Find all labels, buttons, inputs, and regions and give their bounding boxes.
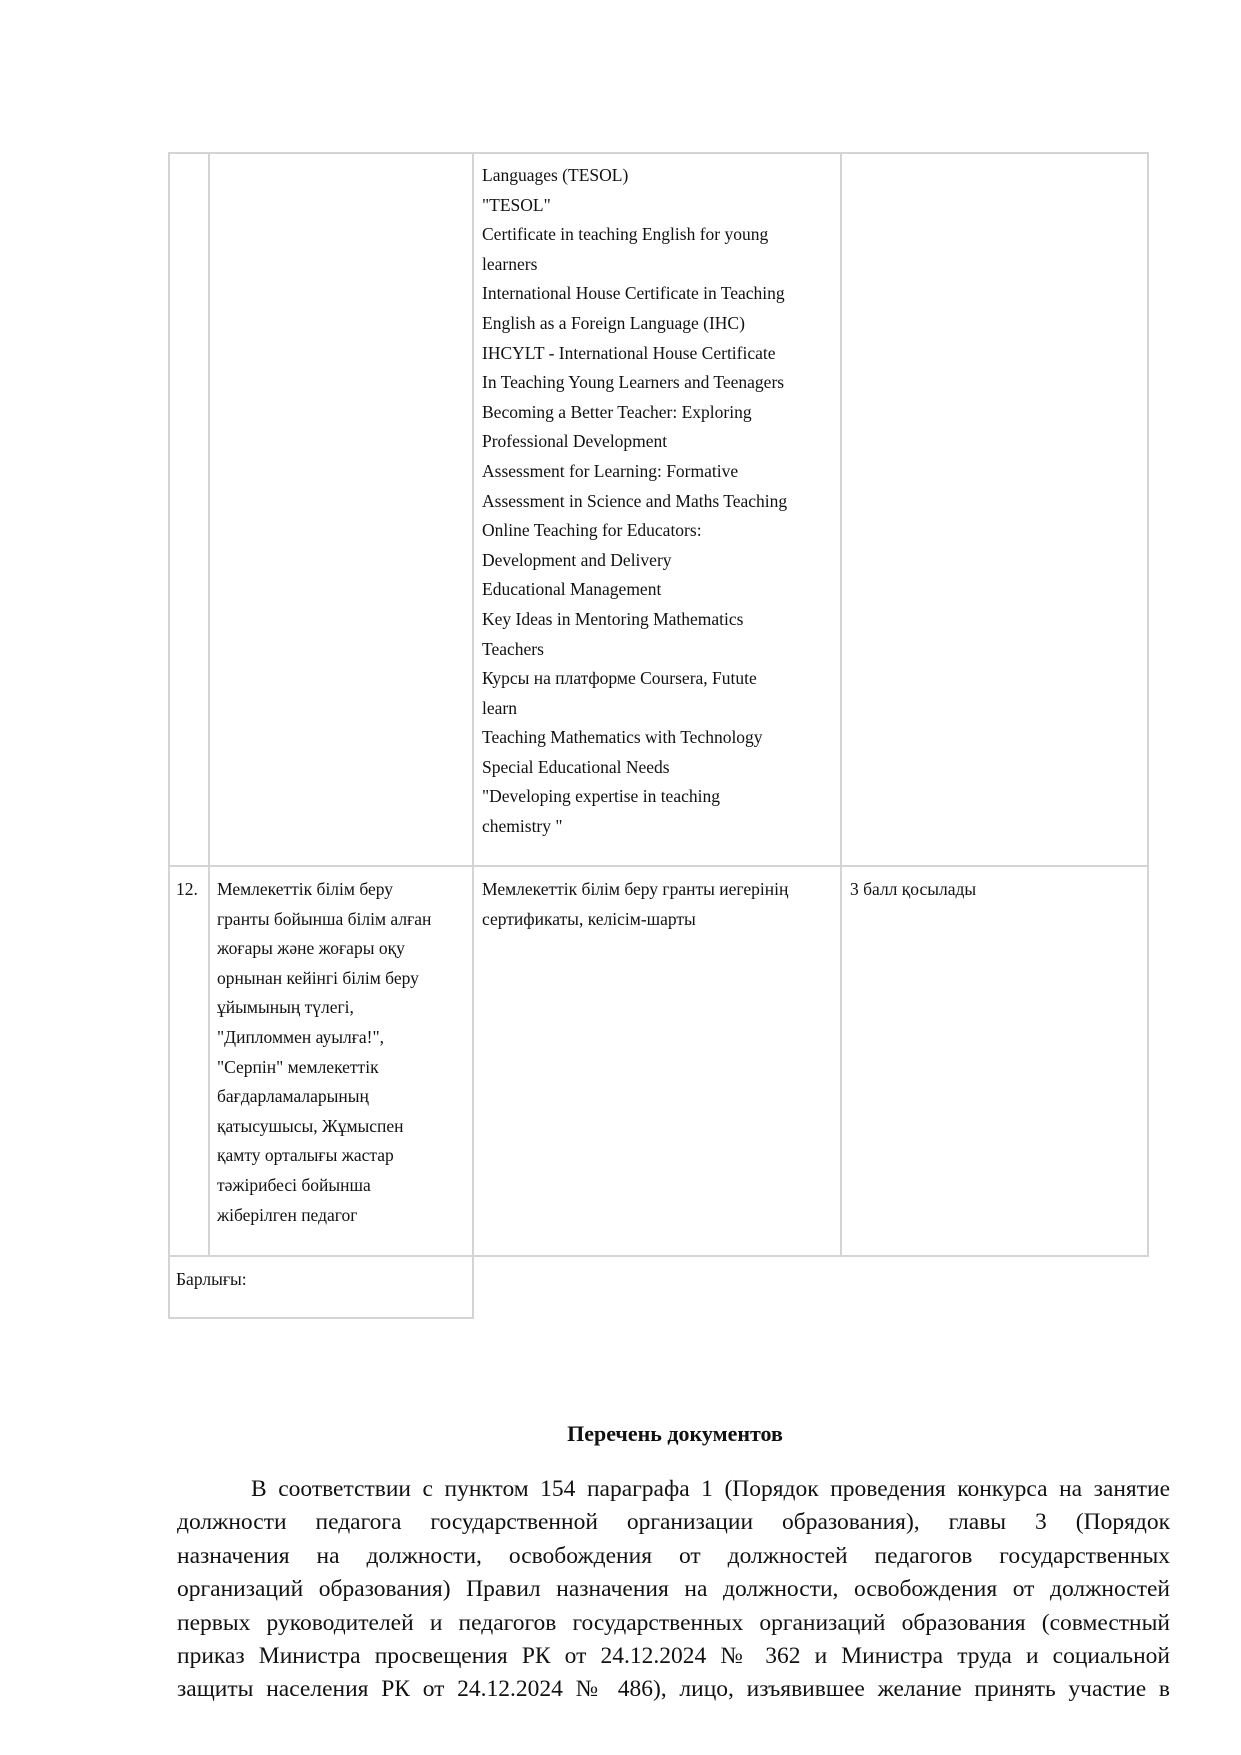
row-divider-12 [168, 865, 1149, 867]
list-item: In Teaching Young Learners and Teenagers [482, 372, 785, 393]
criterion-line: бағдарламаларының [217, 1086, 369, 1107]
paragraph-line: организаций образования) Правил назначения на должности, освобождения от должностей [177, 1576, 1170, 1603]
criterion-line: "Дипломмен ауылға!", [217, 1026, 385, 1047]
list-item: Becoming a Better Teacher: Exploring [482, 401, 752, 422]
table-right-border [1147, 152, 1149, 1257]
list-item: "TESOL" [482, 194, 551, 215]
list-item: Professional Development [482, 431, 668, 452]
row-number-cell [176, 875, 198, 905]
document-line: Мемлекеттік білім беру гранты иегерінің [482, 879, 789, 899]
list-item: Educational Management [482, 579, 662, 600]
document-cell [482, 875, 788, 934]
list-item: Certificate in teaching English for young [482, 224, 769, 245]
document-line: сертификаты, келісім-шарты [482, 908, 696, 929]
list-item: Assessment for Learning: Formative [482, 460, 739, 481]
criterion-line: Мемлекеттік білім беру [217, 879, 394, 899]
criterion-line: "Серпін" мемлекеттік [217, 1056, 379, 1077]
list-item: Teaching Mathematics with Technology [482, 727, 763, 748]
list-item: Languages (TESOL) [482, 165, 629, 185]
table-left-border [168, 152, 170, 1319]
row-number: 12. [176, 879, 198, 899]
list-item: Development and Delivery [482, 549, 672, 570]
col-divider-3 [840, 152, 842, 1257]
score-text: 3 балл қосылады [850, 879, 977, 899]
table-top-border [168, 152, 1149, 154]
paragraph-line: первых руководителей и педагогов государственных организаций образования (совместный [177, 1609, 1170, 1636]
criterion-line: тәжірибесі бойынша [217, 1174, 371, 1195]
paragraph-line: должности педагога государственной организации образования), главы 3 (Порядок [177, 1509, 1170, 1536]
list-item: Special Educational Needs [482, 756, 670, 777]
list-item: chemistry " [482, 816, 563, 837]
score-cell [850, 875, 976, 905]
list-item: "Developing expertise in teaching [482, 786, 720, 807]
list-item: Online Teaching for Educators: [482, 520, 702, 541]
paragraph-line: приказ Министра просвещения РК от 24.12.2024 № 362 и Министра труда и социальной [177, 1642, 1170, 1669]
col-divider-2 [472, 152, 474, 1319]
list-item: Assessment in Science and Maths Teaching [482, 490, 788, 511]
body-paragraph [177, 1473, 1170, 1707]
list-item: International House Certificate in Teaching [482, 283, 785, 304]
paragraph-line: защиты населения РК от 24.12.2024 № 486), лицо, изъявившее желание принять участие в [177, 1676, 1170, 1703]
criterion-line: гранты бойынша білім алған [217, 908, 432, 929]
criterion-line: орнынан кейінгі білім беру [217, 967, 419, 988]
col-divider-1 [208, 152, 210, 1257]
paragraph-line: назначения на должности, освобождения от должностей педагогов государственных [177, 1542, 1170, 1569]
list-item: Курсы на платформе Coursera, Futute [482, 668, 757, 689]
criterion-line: қатысушысы, Жұмыспен [217, 1115, 404, 1136]
list-item: English as a Foreign Language (IHC) [482, 312, 745, 333]
criterion-line: жіберілген педагог [217, 1204, 358, 1225]
paragraph-line: В соответствии с пунктом 154 параграфа 1 (Порядок проведения конкурса на занятие [251, 1476, 1170, 1502]
section-title: Перечень документов [567, 1421, 783, 1446]
list-item: IHCYLT - International House Certificate [482, 342, 776, 363]
list-item: learners [482, 253, 538, 274]
criterion-line: қамту орталығы жастар [217, 1145, 394, 1166]
list-item: Teachers [482, 638, 544, 659]
list-item: learn [482, 697, 517, 718]
criterion-line: ұйымының түлегі, [217, 997, 354, 1018]
total-label: Барлығы: [176, 1269, 247, 1289]
criterion-line: жоғары және жоғары оқу [217, 938, 405, 959]
table-bottom-border [168, 1317, 474, 1319]
list-item: Key Ideas in Mentoring Mathematics [482, 608, 744, 629]
row-divider-total [168, 1255, 1149, 1257]
criterion-cell [217, 875, 431, 1230]
continued-documents-cell [482, 161, 787, 842]
total-cell [176, 1265, 247, 1295]
